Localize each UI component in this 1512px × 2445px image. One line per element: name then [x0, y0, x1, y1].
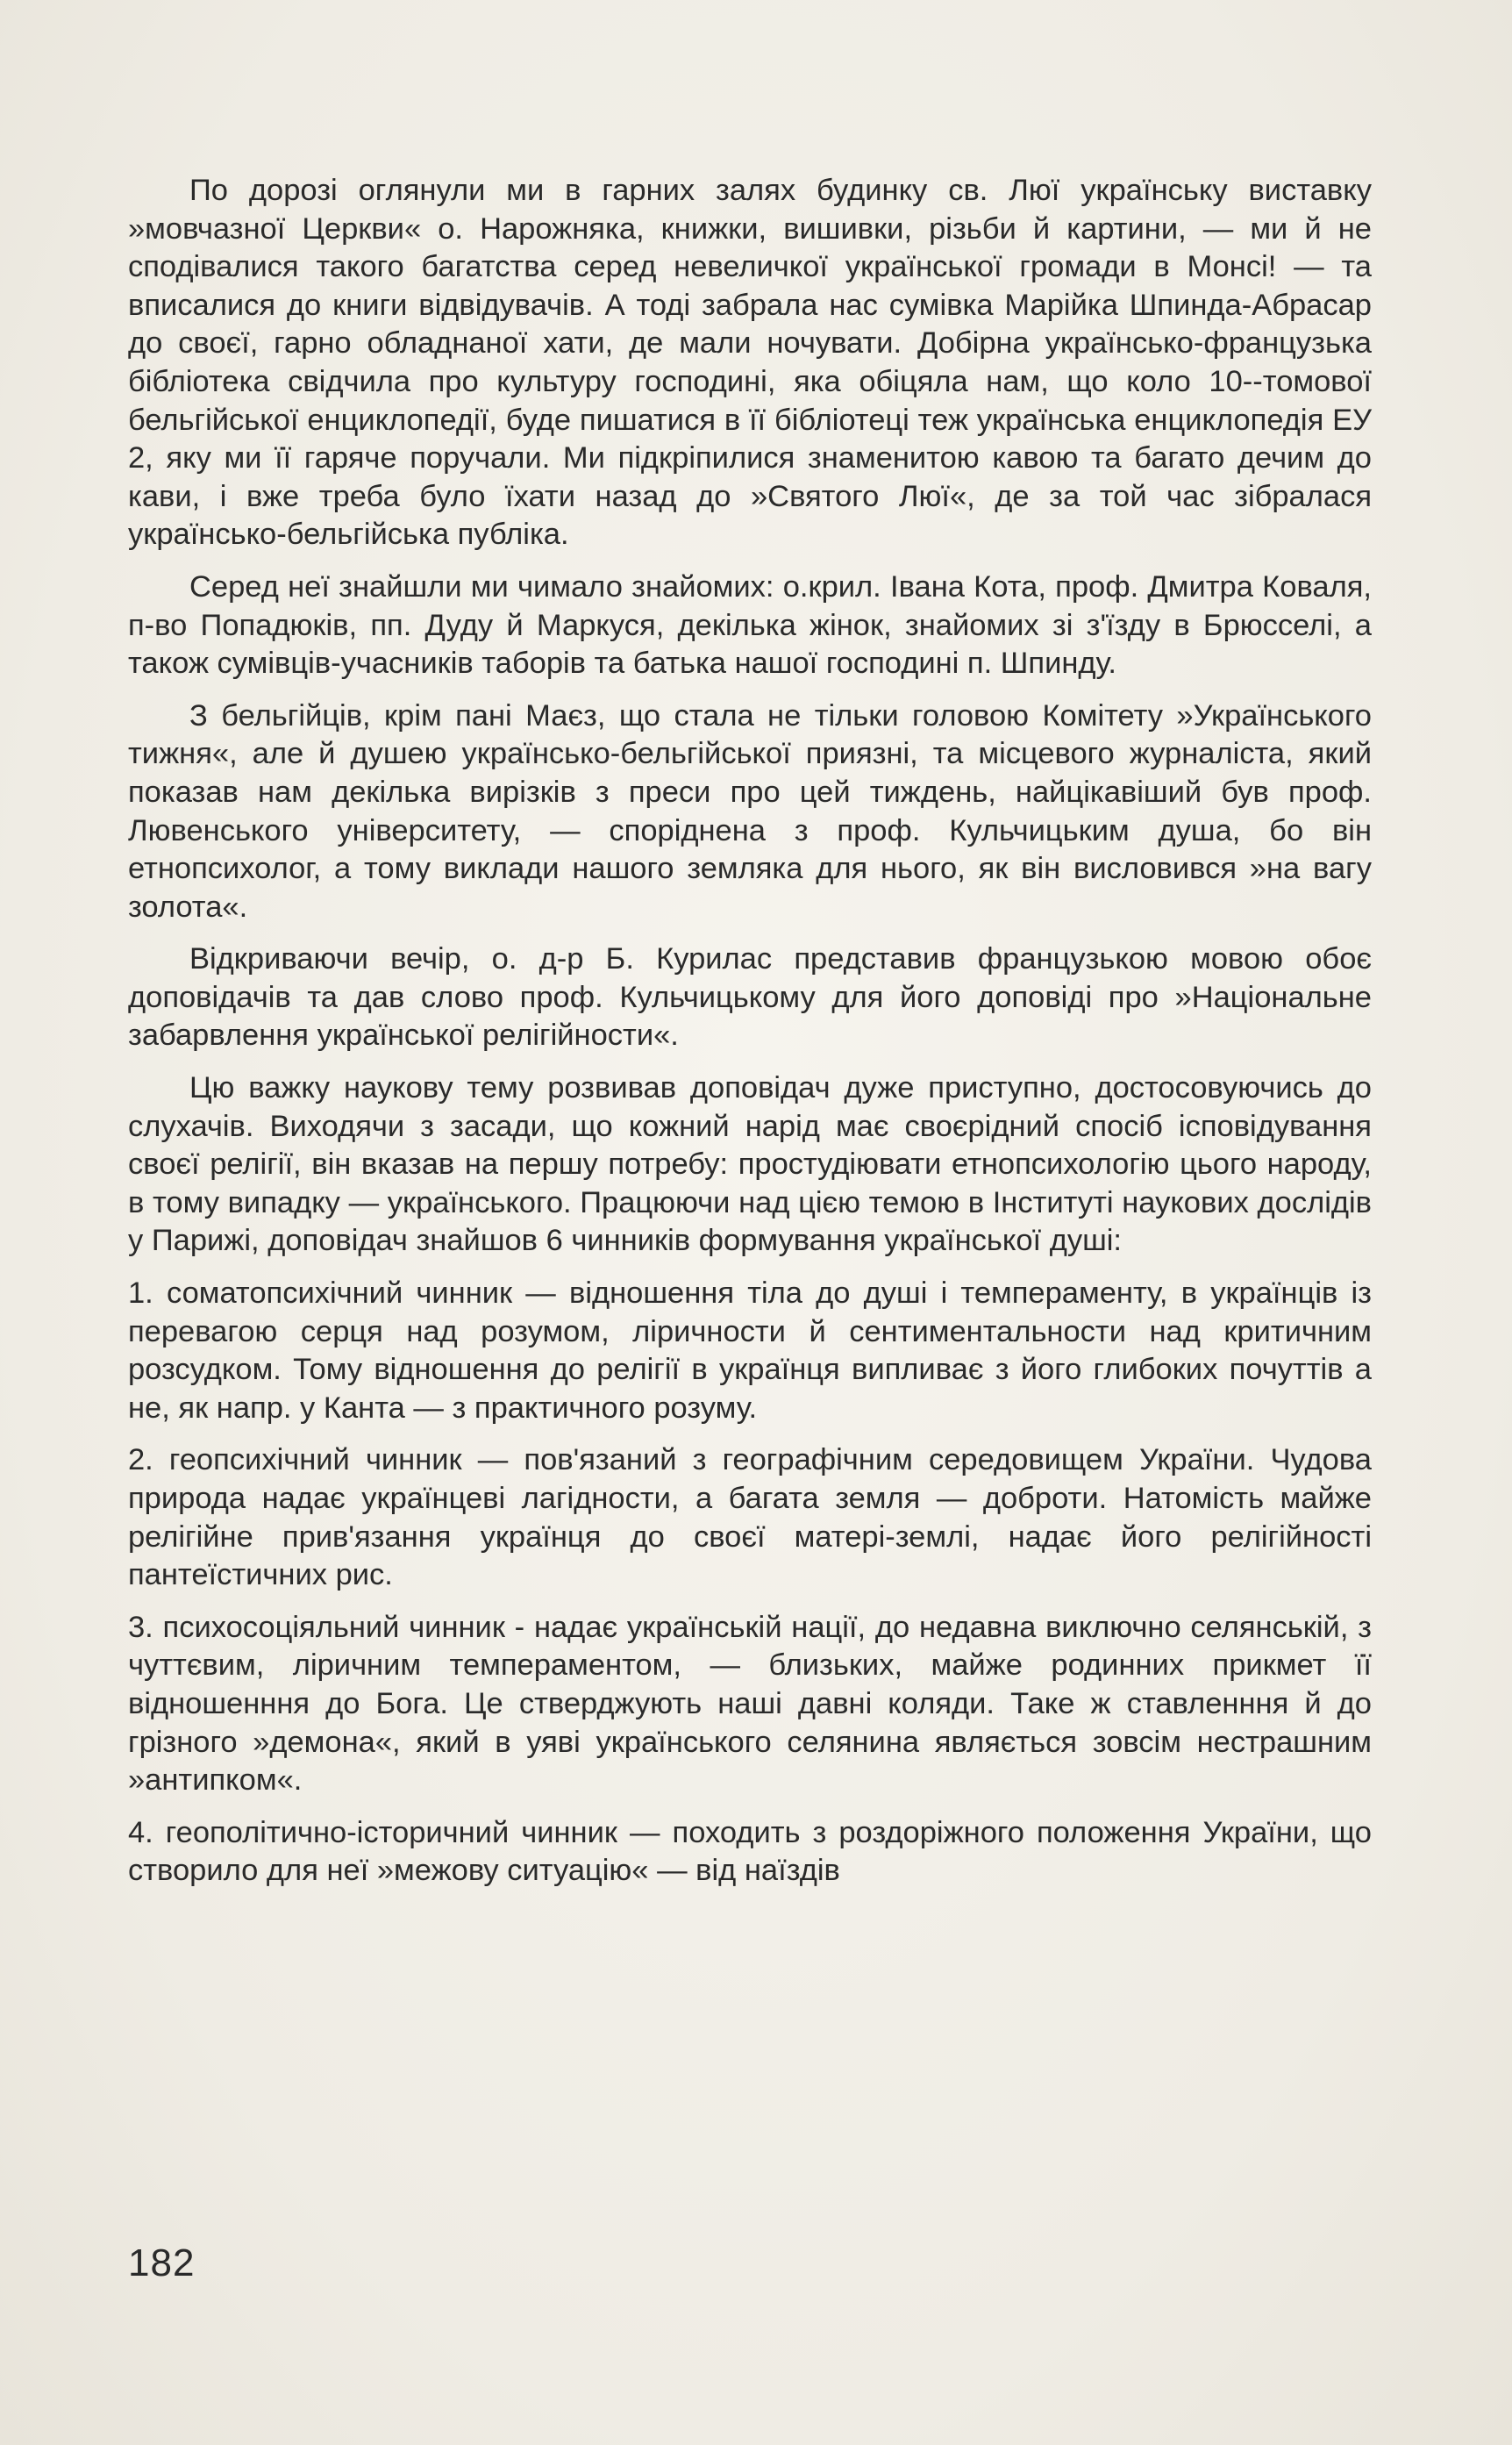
paragraph-acquaintances: Серед неї знайшли ми чимало знайомих: о.крил. Івана Кота, проф. Дмитра Коваля, п-во Попадюків, пп. Дуду й Маркуся, декілька жінок, знайомих зі з'їзду в Брюсселі, а також сумівців-учасників таборів та батька нашої господині п. Шпинду.: [128, 569, 1372, 681]
list-item-factor-4: 4. геополітично-історичний чинник — походить з роздоріжного положення України, що створило для неї »межову ситуацію« — від наїздів: [128, 1815, 1372, 1888]
paragraph-lecture-theme: Цю важку наукову тему розвивав доповідач дуже приступно, достосовуючись до слухачів. Виходячи з засади, що кожний нарід має своєрідний спосіб ісповідування своєї релігії, він вказав на першу потребу: простудіювати етнопсихологію цього народу, в тому випадку — українського. Працюючи над цією темою в Інституті наукових дослідів у Парижі, доповідач знайшов 6 чинників формування української душі:: [128, 1071, 1372, 1258]
paragraph-belgians: З бельгійців, крім пані Маєз, що стала не тільки головою Комітету »Українського тижня«, але й душею українсько-бельгійської приязні, та місцевого журналіста, який показав нам декілька вирізків з преси про цей тиждень, найцікавіший був проф. Лювенського університету, — споріднена з проф. Кульчицьким душа, бо він етнопсихолог, а тому виклади нашого земляка для нього, як він висловився »на вагу золота«.: [128, 698, 1372, 924]
body-text: [128, 172, 1372, 1905]
list-item-factor-2: 2. геопсихічний чинник — пов'язаний з географічним середовищем України. Чудова природа надає українцеві лагідности, а багата земля — доброти. Натомість майже релігійне прив'язання українця до своєї матері-землі, надає його релігійності пантеїстичних рис.: [128, 1443, 1372, 1592]
paragraph-opening-evening: Відкриваючи вечір, о. д-р Б. Курилас представив французькою мовою обоє доповідачів та дав слово проф. Кульчицькому для його доповіді про »Національне забарвлення української релігійности«.: [128, 942, 1372, 1053]
paragraph-museum-visit: По дорозі оглянули ми в гарних залях будинку св. Люї українську виставку »мовчазної Церкви« о. Нарожняка, книжки, вишивки, різьби й картини, — ми й не сподівалися такого багатства серед невеличкої української громади в Монсі! — та вписалися до книги відвідувачів. А тоді забрала нас сумівка Марійка Шпинда-Абрасар до своєї, гарно обладнаної хати, де мали ночувати. Добірна українсько-французька бібліотека свідчила про культуру господині, яка обіцяла нам, що коло 10--томової бельгійської енциклопедії, буде пишатися в її бібліотеці теж українська енциклопедія ЕУ 2, яку ми її гаряче поручали. Ми підкріпилися знаменитою кавою та багато дечим до кави, і вже треба було їхати назад до »Святого Люї«, де за той час зібралася українсько-бельгійська публіка.: [128, 174, 1372, 552]
page-number: 182: [128, 2241, 196, 2284]
list-item-factor-1: 1. соматопсихічний чинник — відношення тіла до душі і темпераменту, в українців із перевагою серця над розумом, ліричности й сентиментальности над критичним розсудком. Тому відношення до релігії в українця випливає з його глибоких почуттів а не, як напр. у Канта — з практичного розуму.: [128, 1276, 1372, 1425]
list-item-factor-3: 3. психосоціяльний чинник - надає українській нації, до недавна виключно селянській, з чуттєвим, ліричним темпераментом, — близьких, майже родинних прикмет її відношенння до Бога. Це стверджують наші давні коляди. Таке ж ставленння й до грізного »демона«, який в уяві українського селянина являється зовсім нестрашним »антипком«.: [128, 1610, 1372, 1798]
